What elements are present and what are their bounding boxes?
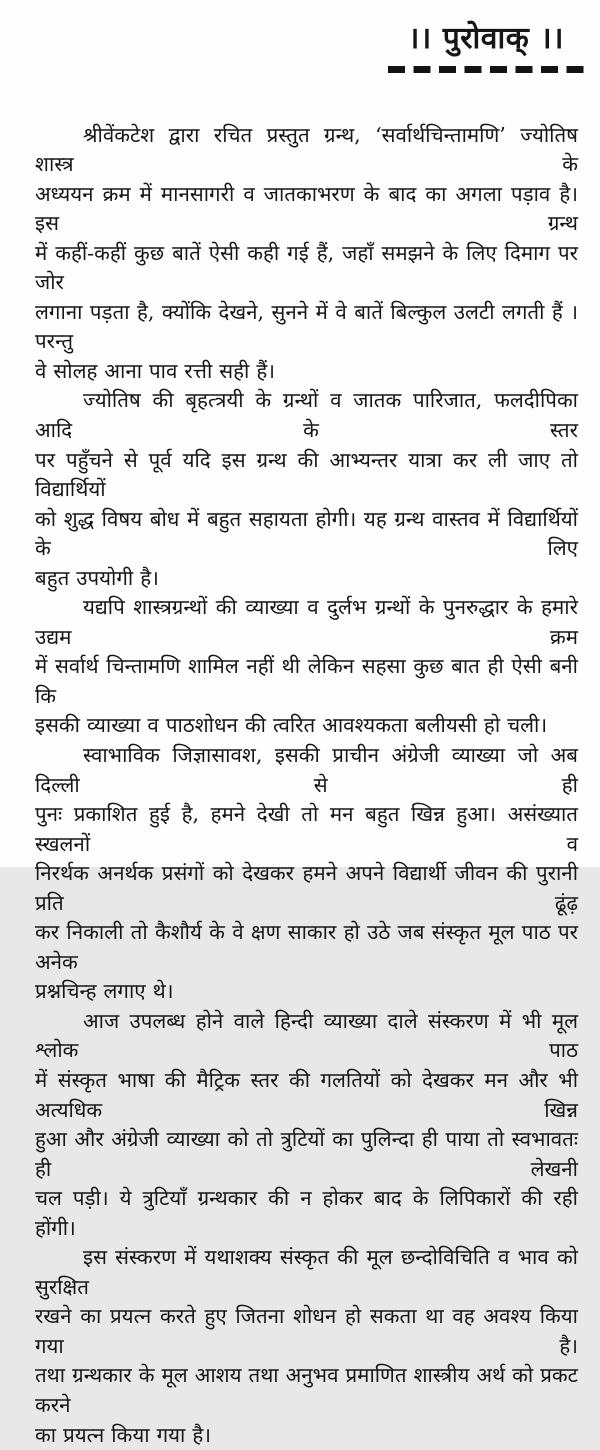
text-line: यद्यपि शास्त्रग्रन्थों की व्याख्या व दुर्लभ ग्रन्थों के पुनरुद्धार के हमारे उद्यम क्रम [35,593,578,652]
text-line: वे सोलह आना पाव रत्ती सही हैं। [35,357,578,387]
text-line: में संस्कृत भाषा की मैट्रिक स्तर की गलतियों को देखकर मन और भी अत्यधिक खिन्न [35,1066,578,1125]
title-block [388,22,584,73]
text-line: रखने का प्रयत्न करते हुए जितना शोधन हो सकता था वह अवश्य किया गया है। [35,1302,578,1361]
dashed-underline-rule [388,66,584,73]
text-line: हुआ और अंग्रेजी व्याख्या को तो त्रुटियों का पुलिन्दा ही पाया तो स्वभावतः ही लेखनी [35,1125,578,1184]
text-line: इस संस्करण में यथाशक्य संस्कृत की मूल छन्दोविचिति व भाव को सुरक्षित [35,1243,578,1302]
text-line: स्वाभाविक जिज्ञासावश, इसकी प्राचीन अंग्रेजी व्याख्या जो अब दिल्ली से ही [35,741,578,800]
text-line: निरर्थक अनर्थक प्रसंगों को देखकर हमने अपने विद्यार्थी जीवन की पुरानी प्रति ढूंढ़ [35,859,578,918]
text-line: लगाना पड़ता है, क्योंकि देखने, सुनने में वे बातें बिल्कुल उलटी लगती हैं । परन्तु [35,298,578,357]
text-line: इसकी व्याख्या व पाठशोधन की त्वरित आवश्यकता बलीयसी हो चली। [35,711,578,741]
page-header [0,0,600,73]
text-line: अध्ययन क्रम में मानसागरी व जातकाभरण के बाद का अगला पड़ाव है। इस ग्रन्थ [35,180,578,239]
page-title: ।। पुरोवाक् ।। [388,22,584,57]
document-body [0,73,600,1450]
text-line: श्रीवेंकटेश द्वारा रचित प्रस्तुत ग्रन्थ, ‘सर्वार्थचिन्तामणि’ ज्योतिष शास्त्र के [35,121,578,180]
text-line: ज्योतिष की बृहत्त्रयी के ग्रन्थों व जातक पारिजात, फलदीपिका आदि के स्तर [35,386,578,445]
text-line: बहुत उपयोगी है। [35,564,578,594]
text-line: पुनः प्रकाशित हुई है, हमने देखी तो मन बहुत खिन्न हुआ। असंख्यात स्खलनों व [35,800,578,859]
text-line: का प्रयत्न किया गया है। [35,1421,578,1450]
text-line: आज उपलब्ध होने वाले हिन्दी व्याख्या दाले संस्करण में भी मूल श्लोक पाठ [35,1007,578,1066]
text-line: पर पहुँचने से पूर्व यदि इस ग्रन्थ की आभ्यन्तर यात्रा कर ली जाए तो विद्यार्थियों [35,446,578,505]
text-line: प्रश्नचिन्ह लगाए थे। [35,977,578,1007]
text-line: में कहीं-कहीं कुछ बातें ऐसी कही गई हैं, जहाँ समझने के लिए दिमाग पर जोर [35,239,578,298]
text-line: में सर्वार्थ चिन्तामणि शामिल नहीं थी लेकिन सहसा कुछ बात ही ऐसी बनी कि [35,652,578,711]
text-line: कर निकाली तो कैशौर्य के वे क्षण साकार हो उठे जब संस्कृत मूल पाठ पर अनेक [35,918,578,977]
text-line: तथा ग्रन्थकार के मूल आशय तथा अनुभव प्रमाणित शास्त्रीय अर्थ को प्रकट करने [35,1361,578,1420]
text-line: चल पड़ी। ये त्रुटियाँ ग्रन्थकार की न होकर बाद के लिपिकारों की रही होंगी। [35,1184,578,1243]
text-line: को शुद्ध विषय बोध में बहुत सहायता होगी। यह ग्रन्थ वास्तव में विद्यार्थियों के लिए [35,505,578,564]
